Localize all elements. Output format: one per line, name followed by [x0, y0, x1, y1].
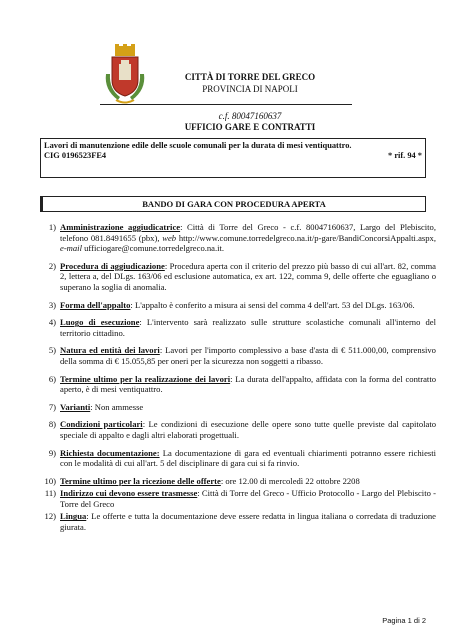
list-item: 8) Condizioni particolari: Le condizioni di esecuzione delle opere sono tutte quelle previste dal capitolato speciale di appalto e dagli altri elaborati progettuali. — [40, 419, 436, 440]
item-body: ore 12.00 di mercoledì 22 ottobre 2208 — [225, 475, 360, 486]
coat-of-arms-icon — [102, 44, 148, 106]
subject-box — [40, 138, 426, 178]
item-number: 11) — [44, 488, 56, 499]
item-heading: Forma dell'appalto — [60, 299, 131, 310]
item-number: 5) — [48, 345, 56, 356]
list-item: 3) Forma dell'appalto: L'appalto è conferito a misura ai sensi del comma 4 dell'art. 53 del DLgs. 163/06. — [40, 300, 436, 311]
item-number: 12) — [44, 511, 56, 522]
item-body: Lavori per l'importo complessivo a base d'asta di € 511.000,00, comprensivo della somma di € 15.055,85 per oneri per la sicurezza non soggetti a ribasso. — [60, 345, 436, 366]
tender-items-list — [40, 222, 436, 535]
office-name: UFFICIO GARE E CONTRATTI — [184, 122, 316, 132]
list-item: 1) Amministrazione aggiudicatrice: Città di Torre del Greco - c.f. 80047160637, Largo del Plebiscito, telefono 081.8491655 (pbx), web http://www.comune.torredelgreco.na.it/p-gare/BandiConcorsiAppalti.aspx, e-mail ufficiogare@comune.torredelgreco.na.it. — [40, 222, 436, 254]
header-divider — [100, 104, 352, 105]
item-body: Le condizioni di esecuzione delle opere sono tutte quelle previste dal capitolato speciale di appalto e dagli altri elaborati progettuali. — [60, 419, 437, 440]
item-number: 2) — [48, 260, 56, 271]
list-item — [40, 448, 436, 469]
reference-number: * rif. 94 * — [388, 151, 422, 161]
item-heading: Varianti — [60, 401, 91, 412]
item-body: Non ammesse — [94, 401, 144, 412]
item-heading: Lingua — [60, 511, 87, 522]
item-body: Procedura aperta con il criterio del prezzo più basso di cui all'art. 82, comma 2, lettera a, del DLgs. 163/06 ed esclusione automatica, ex art. 122, comma 9, delle offerte che eguagliano o superano la soglia di anomalia. — [60, 260, 436, 292]
item-heading: Luogo di esecuzione — [60, 317, 140, 328]
tax-code: c.f. 80047160637 — [218, 111, 282, 121]
item-body: Le offerte e tutta la documentazione deve essere redatta in lingua italiana o corredata di traduzione giurata. — [60, 511, 436, 533]
item-heading: Procedura di aggiudicazione — [60, 260, 165, 271]
list-item: 11) Indirizzo cui devono essere trasmesse: Città di Torre del Greco - Ufficio Protocollo - Largo del Plebiscito - Torre del Greco — [40, 488, 436, 509]
item-body: L'appalto è conferito a misura ai sensi del comma 4 dell'art. 53 del DLgs. 163/06. — [134, 299, 415, 310]
list-item: 5) Natura ed entità dei lavori: Lavori per l'importo complessivo a base d'asta di € 511.000,00, comprensivo della somma di € 15.055,85 per oneri per la sicurezza non soggetti a ribasso. — [40, 345, 436, 366]
item-body: La durata dell'appalto, affidata con la forma del contratto aperto, è di mesi ventiquattro. — [60, 373, 437, 395]
email-link[interactable]: ufficiogare@comune.torredelgreco.na.it. — [84, 243, 225, 254]
item-body: La documentazione di gara ed eventuali chiarimenti potranno essere richiesti con le modalità di cui all'art. 5 del disciplinare di gara cui si fa rinvio. — [60, 447, 437, 469]
list-item: 12) Lingua: Le offerte e tutta la documentazione deve essere redatta in lingua italiana o corredata di traduzione giurata. — [40, 511, 436, 532]
item-heading: Indirizzo cui devono essere trasmesse — [60, 488, 198, 499]
website-link[interactable]: http://www.comune.torredelgreco.na.it/p-gare/BandiConcorsiAppalti.aspx, — [178, 232, 436, 243]
list-item: 10) Termine ultimo per la ricezione delle offerte: ore 12.00 di mercoledì 22 ottobre 2208 — [40, 476, 436, 487]
cig-code: CIG 0196523FE4 — [44, 151, 107, 161]
list-item: 6) Termine ultimo per la realizzazione dei lavori: La durata dell'appalto, affidata con la forma del contratto aperto, è di mesi ventiquattro. — [40, 374, 436, 395]
list-item: 7) Varianti: Non ammesse — [40, 402, 436, 413]
item-body: Città di Torre del Greco - c.f. 80047160637, Largo del Plebiscito, telefono 081.8491655 (pbx), — [60, 222, 436, 243]
item-number: 10) — [44, 475, 56, 486]
subject-text: Lavori di manutenzione edile delle scuole comunali per la durata di mesi ventiquattro. — [44, 141, 352, 150]
item-number: 3) — [48, 299, 56, 310]
item-number: 7) — [48, 401, 56, 412]
item-heading: Termine ultimo per la ricezione delle offerte — [60, 475, 221, 486]
item-heading: Richiesta documentazione: — [60, 447, 160, 458]
item-body: Città di Torre del Greco - Ufficio Protocollo - Largo del Plebiscito - Torre del Greco — [60, 488, 436, 509]
item-body: L'intervento sarà realizzato sulle strutture scolastiche comunali all'interno del territorio cittadino. — [60, 317, 436, 338]
list-item: 4) Luogo di esecuzione: L'intervento sarà realizzato sulle strutture scolastiche comunali all'interno del territorio cittadino. — [40, 317, 436, 338]
item-heading: Termine ultimo per la realizzazione dei lavori — [60, 373, 231, 384]
item-number: 1) — [48, 222, 56, 232]
province-name: PROVINCIA DI NAPOLI — [202, 84, 298, 94]
item-number: 8) — [48, 419, 56, 430]
page-number: Pagina 1 di 2 — [382, 616, 426, 625]
item-heading: Condizioni particolari — [60, 419, 143, 430]
item-number: 9) — [48, 447, 56, 458]
item-heading: Natura ed entità dei lavori — [60, 345, 160, 356]
item-number: 6) — [48, 373, 56, 384]
city-title: CITTÀ DI TORRE DEL GRECO — [184, 72, 316, 82]
web-label: web — [162, 232, 177, 243]
email-label: e-mail — [60, 243, 82, 254]
item-heading: Amministrazione aggiudicatrice — [60, 222, 181, 232]
bando-title: BANDO DI GARA CON PROCEDURA APERTA — [40, 196, 426, 212]
item-number: 4) — [48, 317, 56, 328]
list-item: 2) Procedura di aggiudicazione: Procedura aperta con il criterio del prezzo più basso di cui all'art. 82, comma 2, lettera a, del DLgs. 163/06 ed esclusione automatica, ex art. 122, comma 9, delle offerte che eguagliano o superano la soglia di anomalia. — [40, 261, 436, 293]
